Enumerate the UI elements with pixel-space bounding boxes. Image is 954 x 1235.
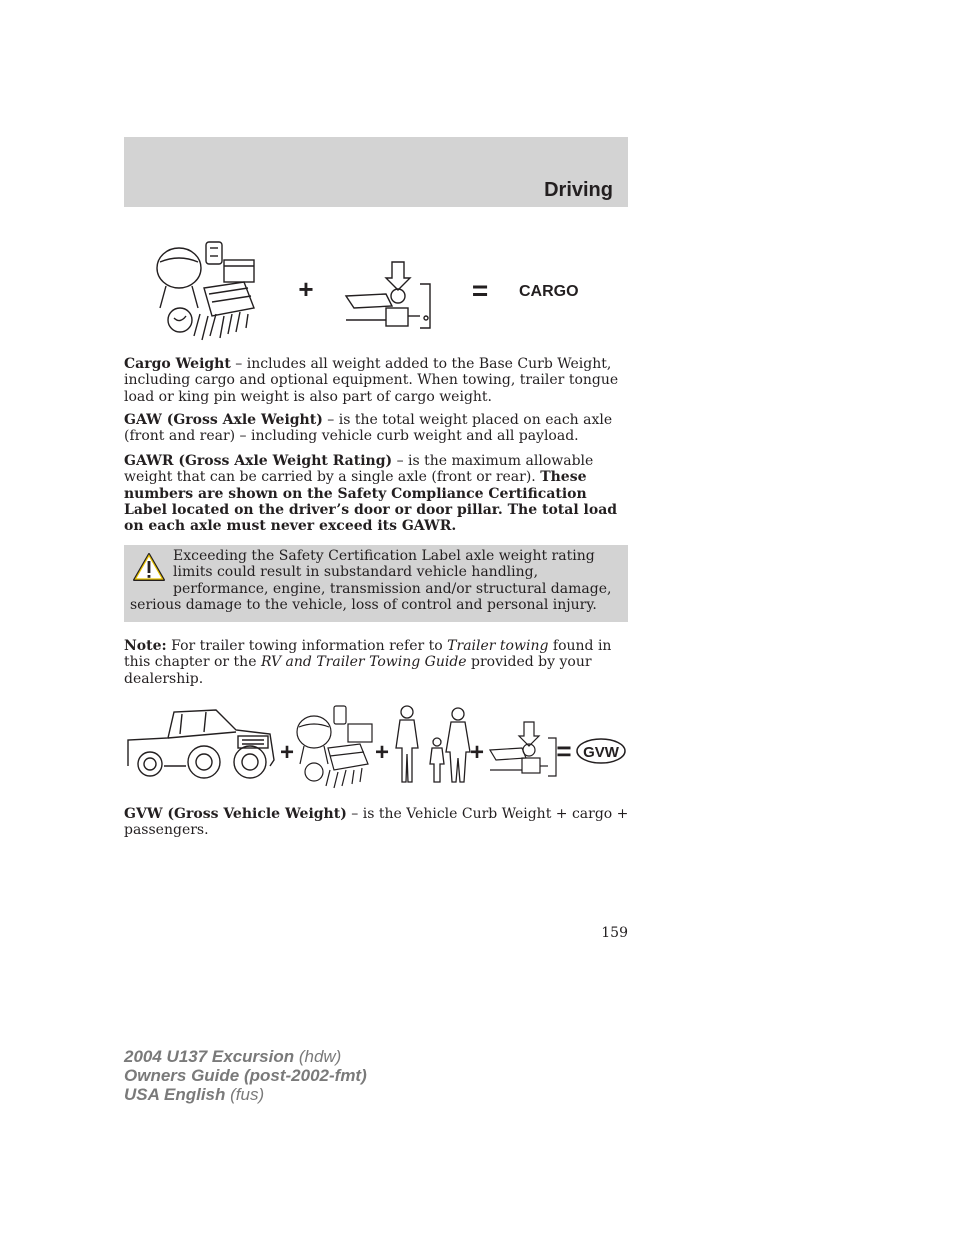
- plus-sign: +: [469, 739, 485, 766]
- note-text-3: provided by your dealership.: [124, 654, 592, 687]
- pickup-truck-icon: [128, 710, 274, 778]
- gvw-term: GVW (Gross Vehicle Weight): [124, 806, 347, 822]
- gvw-label: GVW: [583, 744, 619, 761]
- cargo-weight-text: – includes all weight added to the Base Curb Weight, including cargo and optional equipment. When towing, trailer tongue load or king pin weight is also part of cargo weight.: [124, 356, 619, 405]
- trailer-hitch-icon: [346, 262, 430, 328]
- cargo-weight-paragraph: [124, 356, 630, 405]
- gaw-paragraph: [124, 412, 630, 445]
- gawr-term: GAWR (Gross Axle Weight Rating): [124, 453, 393, 469]
- plus-sign: +: [374, 739, 390, 766]
- plus-sign: +: [279, 739, 295, 766]
- note-text-2: found in this chapter or the: [124, 638, 612, 671]
- gawr-text: – is the maximum allowable weight that can be carried by a single axle (front or rear).: [124, 453, 594, 486]
- rv-guide-reference: RV and Trailer Towing Guide: [260, 654, 467, 671]
- cargo-label: CARGO: [519, 283, 579, 300]
- cargo-weight-diagram: [124, 228, 628, 346]
- page-number: 159: [601, 925, 628, 941]
- cargo-weight-term: Cargo Weight: [124, 356, 231, 372]
- footer-model-code: (hdw): [294, 1047, 342, 1066]
- footer-line-1: [124, 1047, 367, 1066]
- warning-box: [124, 545, 628, 622]
- footer-language: USA English: [124, 1085, 226, 1104]
- equals-sign: =: [471, 275, 489, 306]
- gvw-diagram: [124, 700, 628, 795]
- chapter-title: Driving: [544, 179, 613, 201]
- footer-line-3: [124, 1085, 367, 1104]
- cargo-items-icon: [157, 242, 254, 340]
- footer-model: 2004 U137 Excursion: [124, 1047, 295, 1066]
- equals-sign: =: [556, 736, 572, 766]
- gvw-paragraph: [124, 806, 630, 839]
- gvw-text: – is the Vehicle Curb Weight + cargo + passengers.: [124, 806, 629, 839]
- chapter-header: [124, 137, 628, 207]
- note-label: Note:: [124, 638, 167, 654]
- cargo-items-icon: [297, 706, 372, 788]
- warning-triangle-icon: [130, 548, 170, 582]
- footer-line-2: [124, 1066, 367, 1085]
- footer-language-code: (fus): [225, 1085, 265, 1104]
- gawr-bold-text: These numbers are shown on the Safety Compliance Certification Label located on the driver’s door or door pillar. The total load on each axle must never exceed its GAWR.: [124, 469, 618, 535]
- warning-text: Exceeding the Safety Certification Label axle weight rating limits could result in substandard vehicle handling, performance, engine, transmission and/or structural damage, serious damage to the vehicle, loss of control and personal injury.: [130, 548, 612, 613]
- passengers-icon: [396, 706, 470, 782]
- gaw-text: – is the total weight placed on each axle (front and rear) – including vehicle curb weight and all payload.: [124, 412, 613, 445]
- gaw-term: GAW (Gross Axle Weight): [124, 412, 323, 428]
- plus-sign: +: [298, 274, 314, 304]
- note-text-1: For trailer towing information refer to: [166, 638, 448, 654]
- trailer-towing-reference: Trailer towing: [447, 638, 549, 654]
- warning-content: [130, 548, 624, 613]
- gawr-paragraph: [124, 453, 630, 534]
- document-footer: [124, 1047, 367, 1104]
- footer-guide: Owners Guide (post-2002-fmt): [124, 1066, 367, 1085]
- note-paragraph: [124, 638, 630, 687]
- trailer-hitch-icon: [490, 722, 556, 776]
